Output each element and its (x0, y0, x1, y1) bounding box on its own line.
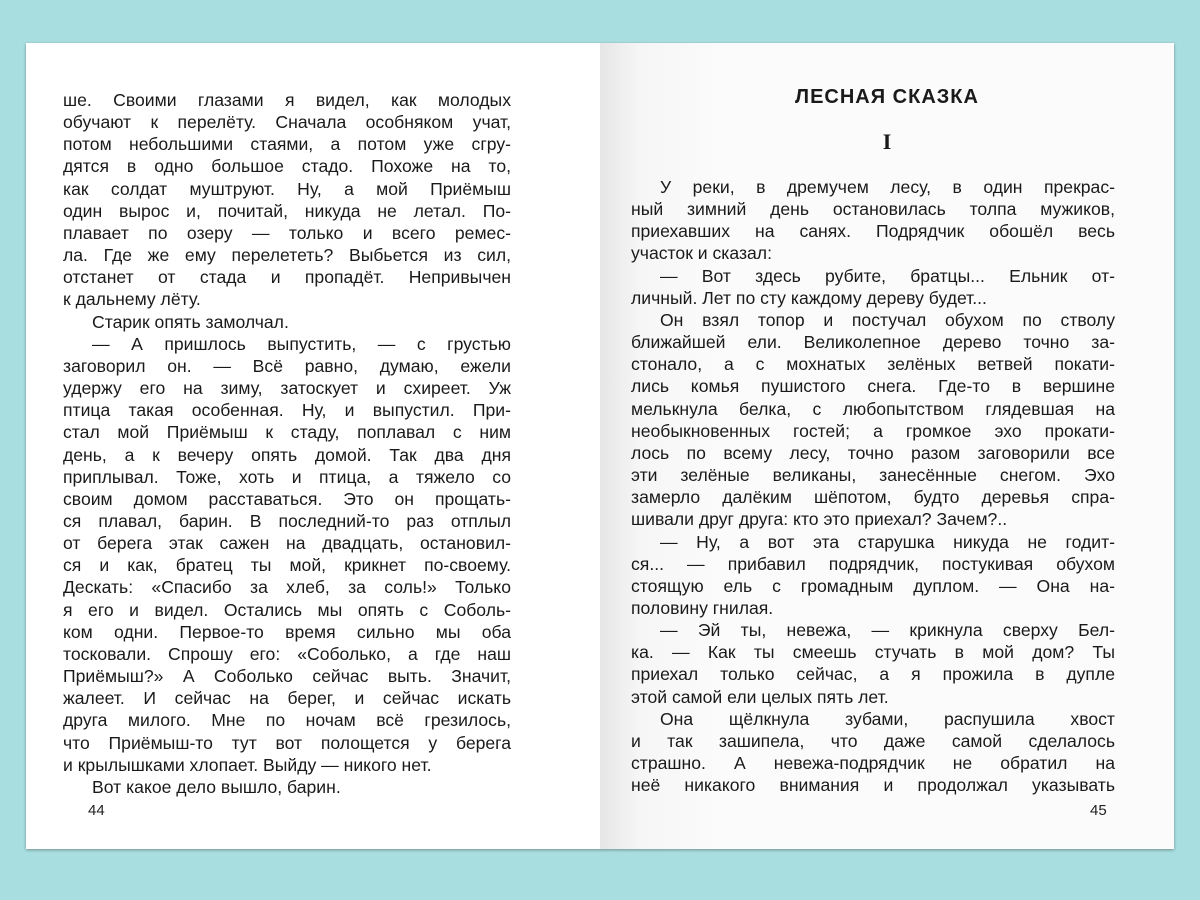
text-line: этой самой ели целых пять лет. (631, 686, 889, 707)
text-line: неё никакого внимания и продолжал указывать (631, 775, 1115, 796)
text-line: ближайшей ели. Великолепное дерево точно за- (631, 332, 1115, 353)
text-line: личный. Лет по сту каждому дереву будет... (631, 287, 987, 308)
text-line: день, а к вечеру опять домой. Так два дня (63, 444, 511, 465)
page-number-right: 45 (1090, 802, 1107, 819)
text-line: и так зашипела, что даже самой сделалось (631, 730, 1115, 751)
story-title: ЛЕСНАЯ СКАЗКА (795, 86, 979, 108)
text-line: Старик опять замолчал. (92, 311, 289, 332)
text-line: участок и сказал: (631, 243, 772, 264)
text-line: птица такая особенная. Ну, и выпустил. При- (63, 400, 511, 421)
text-line: необыкновенных гостей; а громкое эхо прокати- (631, 420, 1115, 441)
page-number-left: 44 (88, 802, 105, 819)
text-line: жалеет. И сейчас на берег, и сейчас искать (63, 688, 511, 709)
text-line: тосковали. Спрошу его: «Соболько, а где наш (63, 643, 511, 664)
text-line: Дескать: «Спасибо за хлеб, за соль!» Только (63, 577, 511, 598)
text-line: один вырос и, почитай, никуда не летал. По- (63, 200, 511, 221)
text-line: потом небольшими стаями, а потом уже сгру- (63, 134, 511, 155)
text-line: У реки, в дремучем лесу, в один прекрас- (660, 177, 1115, 197)
text-line: приплывал. Тоже, хоть и птица, а тяжело со (63, 466, 511, 487)
text-line: и крылышками хлопает. Выйду — никого нет. (63, 754, 432, 775)
text-line: ше. Своими глазами я видел, как молодых (63, 90, 511, 110)
text-line: дятся в одно большое стадо. Похоже на то, (63, 156, 511, 177)
right-page-text (631, 176, 1115, 796)
left-page-text (63, 89, 511, 798)
text-line: от берега этак сажен на двадцать, остановил- (63, 533, 511, 554)
text-line: шивали друг друга: кто это приехал? Зачем?.. (631, 509, 1008, 530)
text-line: я его и видел. Остались мы опять с Соболь- (63, 599, 511, 620)
text-line: страшно. А невежа-подрядчик не обратил на (631, 753, 1115, 774)
text-line: — А пришлось выпустить, — с грустью (92, 333, 511, 354)
text-line: как солдат муштруют. Ну, а мой Приёмыш (63, 178, 511, 199)
text-line: — Вот здесь рубите, братцы... Ельник от- (660, 265, 1115, 286)
chapter-number: I (882, 129, 892, 154)
text-line: ла. Где же ему перелететь? Выбьется из сил, (63, 245, 511, 266)
text-line: лись комья пушистого снега. Где-то в вершине (631, 376, 1115, 397)
text-line: ный зимний день остановилась толпа мужиков, (631, 199, 1115, 220)
text-line: мелькнула белка, с любопытством глядевшая на (631, 398, 1115, 419)
text-line: лось по всему лесу, точно разом заговорили все (631, 442, 1115, 463)
text-line: плавает по озеру — только и всего ремес- (63, 222, 511, 243)
text-line: Он взял топор и постучал обухом по стволу (660, 309, 1115, 330)
text-line: — Ну, а вот эта старушка никуда не годит- (660, 531, 1115, 552)
text-line: своим домом расставаться. Это он прощать- (63, 488, 511, 509)
text-line: приехавших на санях. Подрядчик обошёл весь (631, 221, 1115, 242)
text-line: друга милого. Мне по ночам всё грезилось, (63, 710, 511, 731)
text-line: эти зелёные великаны, занесённые снегом. Эхо (631, 465, 1115, 486)
text-line: ся... — прибавил подрядчик, постукивая обухом (631, 553, 1115, 574)
text-line: стонало, а с мохнатых зелёных ветвей покати- (631, 354, 1115, 375)
text-line: к дальнему лёту. (63, 289, 201, 310)
text-line: приехал только сейчас, а я прожила в дупле (631, 664, 1115, 685)
text-line: Приёмыш?» А Соболько сейчас выть. Значит, (63, 666, 511, 687)
text-line: ся плавал, барин. В последний-то раз отплыл (63, 510, 511, 531)
text-line: что Приёмыш-то тут вот полощется у берега (63, 732, 511, 753)
text-line: — Эй ты, невежа, — крикнула сверху Бел- (660, 620, 1115, 641)
text-line: удержу его на зиму, затоскует и схиреет. Уж (63, 378, 511, 399)
text-line: ка. — Как ты смеешь стучать в мой дом? Ты (631, 642, 1115, 663)
text-line: Вот какое дело вышло, барин. (92, 776, 341, 797)
text-line: ся и как, братец ты мой, крикнет по-своему. (63, 555, 511, 576)
text-line: Она щёлкнула зубами, распушила хвост (660, 708, 1115, 729)
text-line: стал мой Приёмыш к стаду, поплавал с ним (63, 422, 511, 443)
text-line: ком одни. Первое-то время сильно мы оба (63, 621, 511, 642)
text-line: замерло далёким шёпотом, будто деревья спра- (631, 487, 1115, 508)
text-line: заговорил он. — Всё равно, думаю, ежели (63, 355, 511, 376)
text-line: обучают к перелёту. Сначала особняком учат, (63, 112, 511, 133)
text-line: отстанет от стада и пропадёт. Непривычен (63, 267, 511, 288)
text-line: половину гнилая. (631, 597, 774, 618)
text-line: стоящую ель с громадным дуплом. — Она на- (631, 575, 1115, 596)
